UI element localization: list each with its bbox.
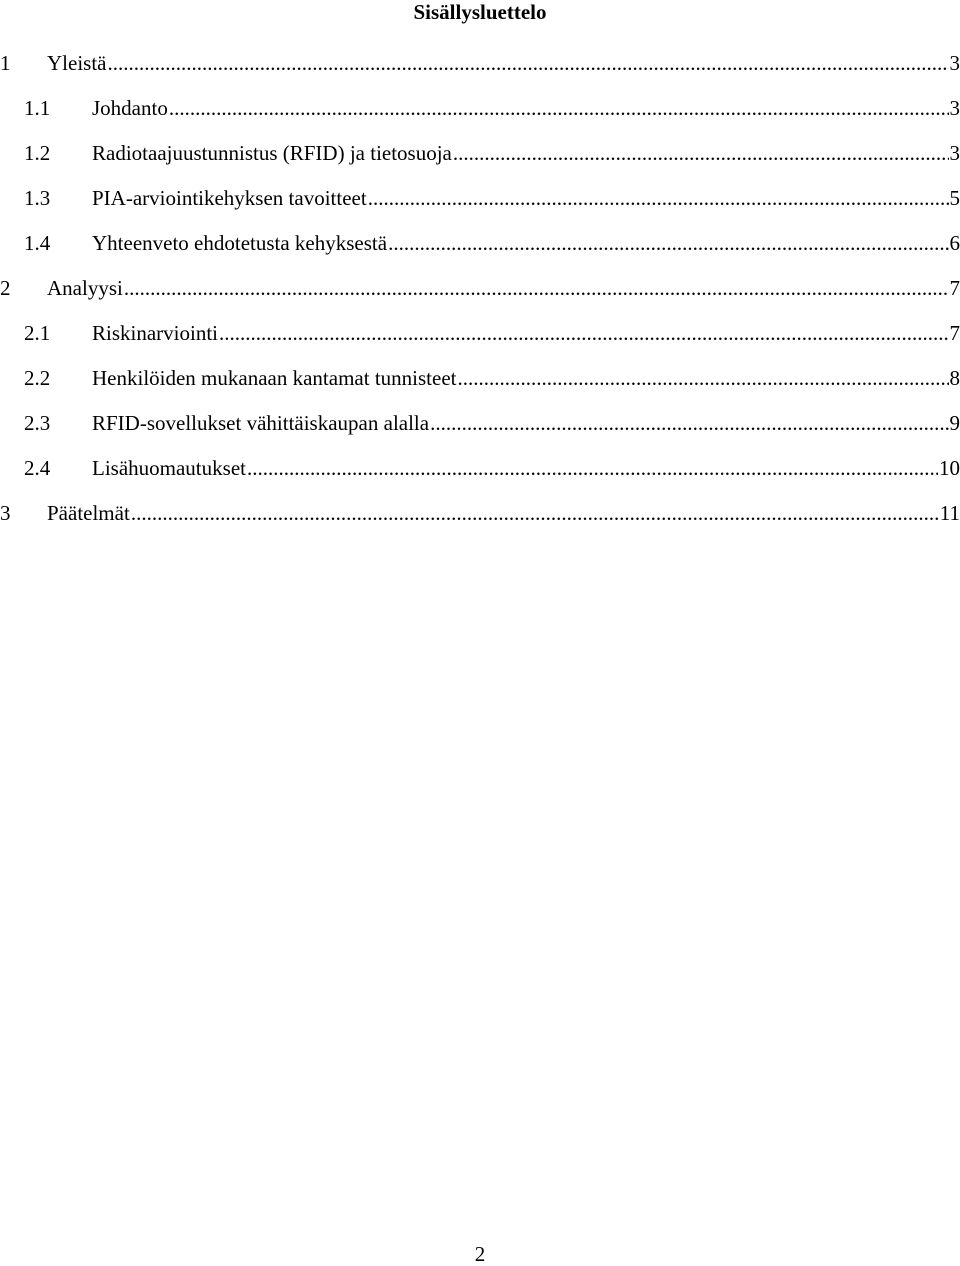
toc-dot-leader <box>107 51 948 75</box>
toc-entry-page: 9 <box>950 411 960 435</box>
toc-entry[interactable] <box>0 456 960 501</box>
toc-entry-title: Yleistä <box>47 51 106 75</box>
toc-entry-number: 2.2 <box>24 366 50 390</box>
page-number: 2 <box>0 1243 960 1265</box>
toc-entry[interactable] <box>0 501 960 546</box>
toc-entry-title: PIA-arviointikehyksen tavoitteet <box>92 186 367 210</box>
toc-entry[interactable] <box>0 51 960 96</box>
toc-entry[interactable] <box>0 186 960 231</box>
toc-dot-leader <box>247 456 938 480</box>
toc-entry-number: 1.4 <box>24 231 50 255</box>
toc-entry-page: 10 <box>939 456 960 480</box>
toc-entry-page: 6 <box>950 231 960 255</box>
toc-entry-title: Lisähuomautukset <box>92 456 246 480</box>
toc-entry-page: 5 <box>950 186 960 210</box>
toc-entry-title: Riskinarviointi <box>92 321 218 345</box>
toc-entry-page: 7 <box>950 276 960 300</box>
toc-entry-title: Päätelmät <box>47 501 130 525</box>
toc-entry-title: Analyysi <box>47 276 123 300</box>
toc-title: Sisällysluettelo <box>0 0 960 24</box>
toc-entry[interactable] <box>0 366 960 411</box>
toc-dot-leader <box>219 321 949 345</box>
toc-entry[interactable] <box>0 231 960 276</box>
toc-entry-page: 3 <box>950 141 960 165</box>
toc-dot-leader <box>124 276 949 300</box>
toc-entry-number: 1.2 <box>24 141 50 165</box>
toc-dot-leader <box>430 411 948 435</box>
toc-dot-leader <box>457 366 948 390</box>
toc-entry-title: Radiotaajuustunnistus (RFID) ja tietosuoja <box>92 141 452 165</box>
toc-entry-page: 11 <box>940 501 960 525</box>
toc-entry-number: 2.3 <box>24 411 50 435</box>
toc-dot-leader <box>388 231 948 255</box>
toc-entry[interactable] <box>0 321 960 366</box>
toc-entry-title: Johdanto <box>92 96 168 120</box>
toc-dot-leader <box>368 186 949 210</box>
toc-entry-number: 2.4 <box>24 456 50 480</box>
toc-entry-title: Yhteenveto ehdotetusta kehyksestä <box>92 231 387 255</box>
toc-entry-number: 1.1 <box>24 96 50 120</box>
toc-entry-page: 3 <box>950 51 960 75</box>
toc-entry-number: 2 <box>0 276 11 300</box>
toc-entry[interactable] <box>0 276 960 321</box>
toc-entry-number: 1 <box>0 51 11 75</box>
toc-entry-page: 3 <box>950 96 960 120</box>
toc-dot-leader <box>453 141 949 165</box>
toc-dot-leader <box>169 96 949 120</box>
toc-entry-title: Henkilöiden mukanaan kantamat tunnisteet <box>92 366 456 390</box>
toc-entry-number: 1.3 <box>24 186 50 210</box>
toc-entry-page: 7 <box>950 321 960 345</box>
toc-entry[interactable] <box>0 141 960 186</box>
toc-entry-title: RFID-sovellukset vähittäiskaupan alalla <box>92 411 429 435</box>
toc-entry[interactable] <box>0 411 960 456</box>
toc-entry-number: 2.1 <box>24 321 50 345</box>
toc-entry-page: 8 <box>950 366 960 390</box>
toc-dot-leader <box>131 501 939 525</box>
toc-list <box>0 51 960 546</box>
toc-entry[interactable] <box>0 96 960 141</box>
toc-entry-number: 3 <box>0 501 11 525</box>
